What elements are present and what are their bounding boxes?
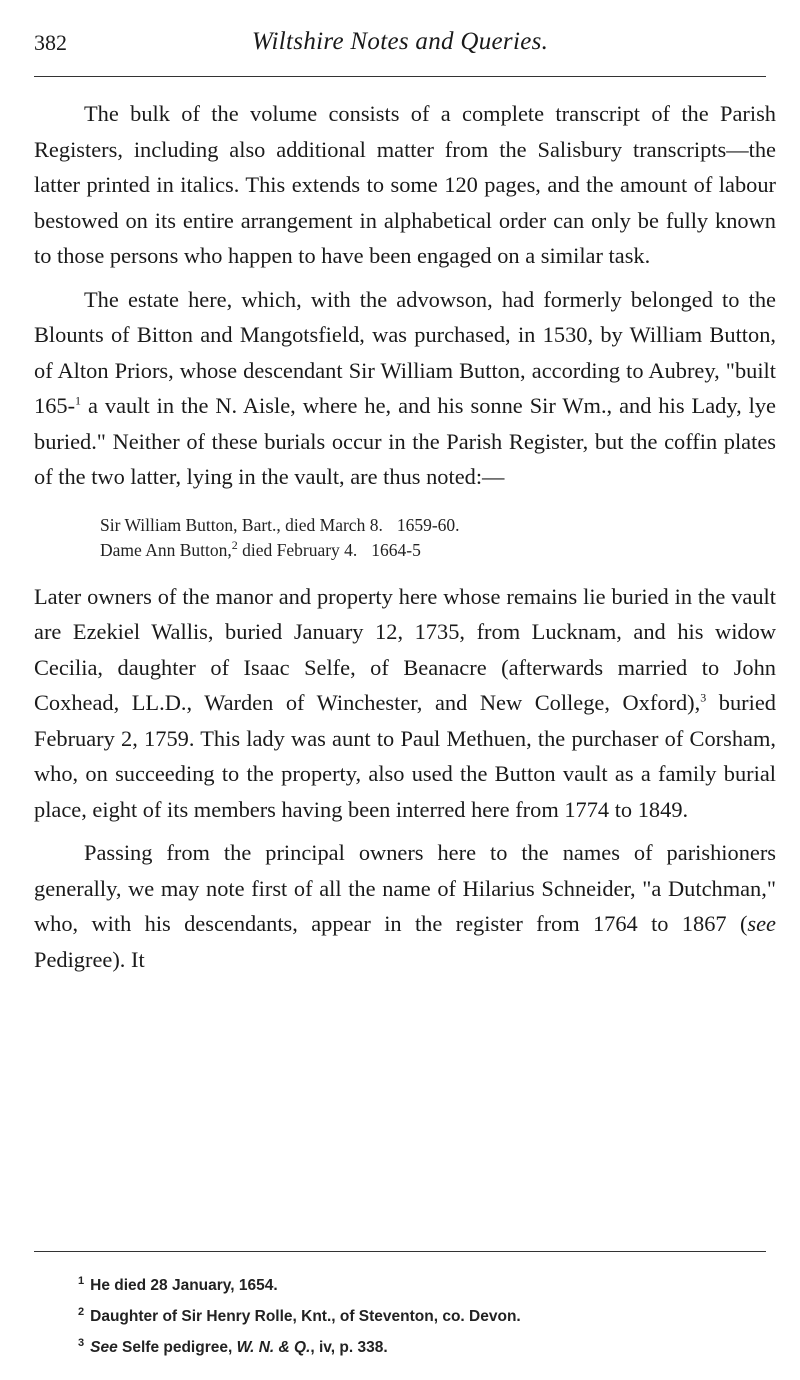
- footnote-ref-2: 2: [231, 537, 238, 552]
- footnote-wnq: W. N. & Q.: [236, 1339, 311, 1357]
- footnote-text: He died 28 January, 1654.: [90, 1277, 278, 1295]
- footnote-rule: [34, 1251, 766, 1252]
- footnote-mark: 3: [78, 1337, 85, 1350]
- paragraph-3-part-b: buried February 2, 1759. This lady was aunt to Paul Methuen, the purchaser of Corsham, who, on succeeding to the property, also used the Button vault as a family burial place, eight of its members having been interred here from 1774 to 1849.: [34, 690, 776, 822]
- paragraph-1: The bulk of the volume consists of a complete transcript of the Parish Registers, including also additional matter from the Salisbury transcripts—the latter printed in italics. This extends to some 120 pages, and the amount of labour bestowed on its entire arrangement in alphabetical order can only be fully known to those persons who happen to have been engaged on a similar task.: [34, 101, 776, 268]
- footnotes: [78, 1268, 768, 1361]
- footnote-text-a: Selfe pedigree,: [117, 1339, 237, 1357]
- footnote-2: [78, 1299, 768, 1330]
- footnote-mark: 1: [78, 1275, 85, 1287]
- footnote-3: [78, 1330, 768, 1361]
- entry-dame-ann: [100, 538, 776, 563]
- paragraph-3-part-a: Later owners of the manor and property here whose remains lie buried in the vault are Ezekiel Wallis, buried January 12, 1735, from Lucknam, and his widow Cecilia, daughter of Isaac Selfe, of Beanacre (afterwards married to John Coxhead, LL.D., Warden of Winchester, and New College, Oxford),: [34, 583, 776, 715]
- footnote-ref-1: 1: [75, 393, 82, 408]
- paragraph-2: [34, 282, 776, 495]
- footnote-see: See: [90, 1339, 118, 1357]
- entry-sir-william: [100, 513, 776, 538]
- entry-text: Dame Ann Button,: [100, 539, 232, 560]
- running-title: Wiltshire Notes and Queries.: [251, 28, 549, 55]
- paragraph-2-part-b: a vault in the N. Aisle, where he, and his sonne Sir Wm., and his Lady, lye buried." Neither of these burials occur in the Parish Register, but the coffin plates of the two latter, lying in the vault, are thus noted:—: [34, 393, 776, 489]
- paragraph-4-part-a: Passing from the principal owners here to the names of parishioners generally, we may note first of all the name of Hilarius Schneider, "a Dutchman," who, with his descendants, appear in the register from 1764 to 1867 (: [34, 840, 776, 936]
- entry-date: 1664-5: [371, 539, 421, 560]
- coffin-plate-entries: [100, 513, 776, 563]
- entry-text-2: died February 4.: [237, 539, 358, 560]
- entry-text: Sir William Button, Bart., died March 8.: [100, 514, 383, 535]
- header-rule: [34, 76, 766, 77]
- paragraph-4-part-b: Pedigree). It: [34, 946, 145, 972]
- footnote-ref-3: 3: [700, 690, 707, 705]
- footnote-1: [78, 1268, 768, 1299]
- paragraph-3: [34, 579, 776, 828]
- see-italic: see: [747, 911, 776, 936]
- footnote-mark: 2: [78, 1306, 85, 1319]
- paragraph-2-part-a: The estate here, which, with the advowson, had formerly belonged to the Blounts of Bitton and Mangotsfield, was purchased, in 1530, by William Button, of Alton Priors, whose descendant Sir William Button, according to Aubrey, "built 165-: [34, 286, 776, 418]
- footnote-text: Daughter of Sir Henry Rolle, Knt., of Steventon, co. Devon.: [90, 1308, 521, 1326]
- page-header: [34, 22, 766, 62]
- paragraph-4: [34, 835, 776, 977]
- page-number: 382: [34, 30, 67, 55]
- main-text: [34, 96, 776, 977]
- footnote-text-b: , iv, p. 338.: [310, 1339, 388, 1357]
- entry-date: 1659-60.: [396, 514, 460, 535]
